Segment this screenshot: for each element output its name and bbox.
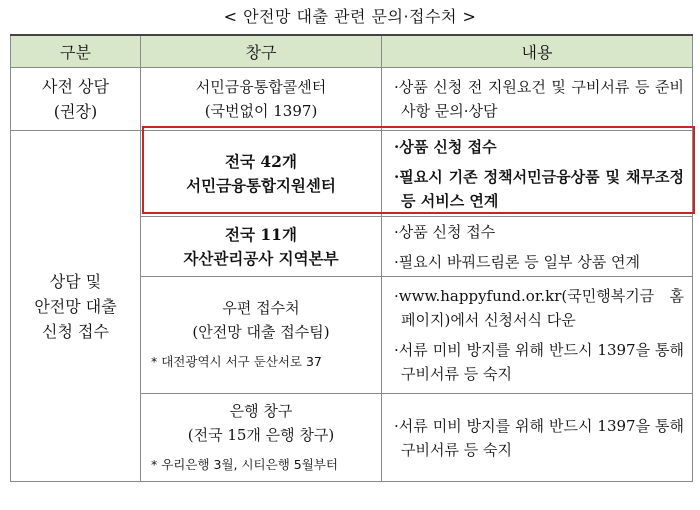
window-line: 은행 창구 (229, 401, 293, 420)
header-window: 창구 (141, 35, 382, 68)
content-cell (382, 217, 693, 277)
content-item: ·상품 신청 접수 (394, 137, 497, 156)
category-line: 안전망 대출 (34, 296, 117, 316)
window-line: 서민금융통합지원센터 (186, 175, 336, 195)
content-item: ·www.happyfund.or.kr(국민행복기금 홈페이지)에서 신청서식 다운 (394, 287, 684, 329)
window-cell (141, 217, 382, 277)
table-row (11, 68, 693, 131)
window-line: (국번없이 1397) (204, 102, 318, 120)
category-line: (권장) (53, 102, 98, 121)
content-item: ·필요시 바꿔드림론 등 일부 상품 연계 (394, 252, 640, 271)
window-line: 자산관리공사 지역본부 (183, 248, 339, 268)
content-item: ·필요시 기존 정책서민금융상품 및 채무조정 등 서비스 연계 (394, 167, 684, 210)
window-line: 서민금융통합콜센터 (195, 78, 327, 96)
category-line: 상담 및 (49, 271, 102, 291)
window-cell (141, 131, 382, 217)
table-row (11, 131, 693, 217)
category-line: 신청 접수 (42, 321, 109, 341)
window-line: (안전망 대출 접수팀) (192, 323, 330, 341)
page-title: < 안전망 대출 관련 문의·접수처 > (223, 7, 477, 26)
content-cell (382, 131, 693, 217)
content-item: ·서류 미비 방지를 위해 반드시 1397을 통해 구비서류 등 숙지 (394, 341, 684, 383)
table-header-row (11, 35, 693, 68)
category-cell (11, 131, 141, 482)
address-note: * 대전광역시 서구 둔산서로 37 (151, 354, 322, 369)
window-line: 우편 접수처 (222, 299, 300, 317)
window-line: (전국 15개 은행 창구) (187, 425, 335, 444)
window-cell (141, 394, 382, 482)
window-line: 전국 11개 (225, 224, 297, 244)
content-item: ·상품 신청 전 지원요건 및 구비서류 등 준비사항 문의·상담 (394, 78, 684, 120)
bank-note: * 우리은행 3월, 시티은행 5월부터 (151, 456, 338, 472)
window-line: 전국 42개 (225, 151, 297, 171)
content-item: ·서류 미비 방지를 위해 반드시 1397을 통해 구비서류 등 숙지 (394, 416, 684, 459)
contact-table (10, 34, 693, 482)
category-line: 사전 상담 (42, 77, 109, 96)
content-item: ·상품 신청 접수 (394, 222, 496, 241)
content-cell (382, 394, 693, 482)
header-category: 구분 (11, 35, 141, 68)
category-cell (11, 68, 141, 131)
window-cell (141, 277, 382, 394)
content-cell (382, 68, 693, 131)
header-content: 내용 (382, 35, 693, 68)
content-cell (382, 277, 693, 394)
window-cell (141, 68, 382, 131)
